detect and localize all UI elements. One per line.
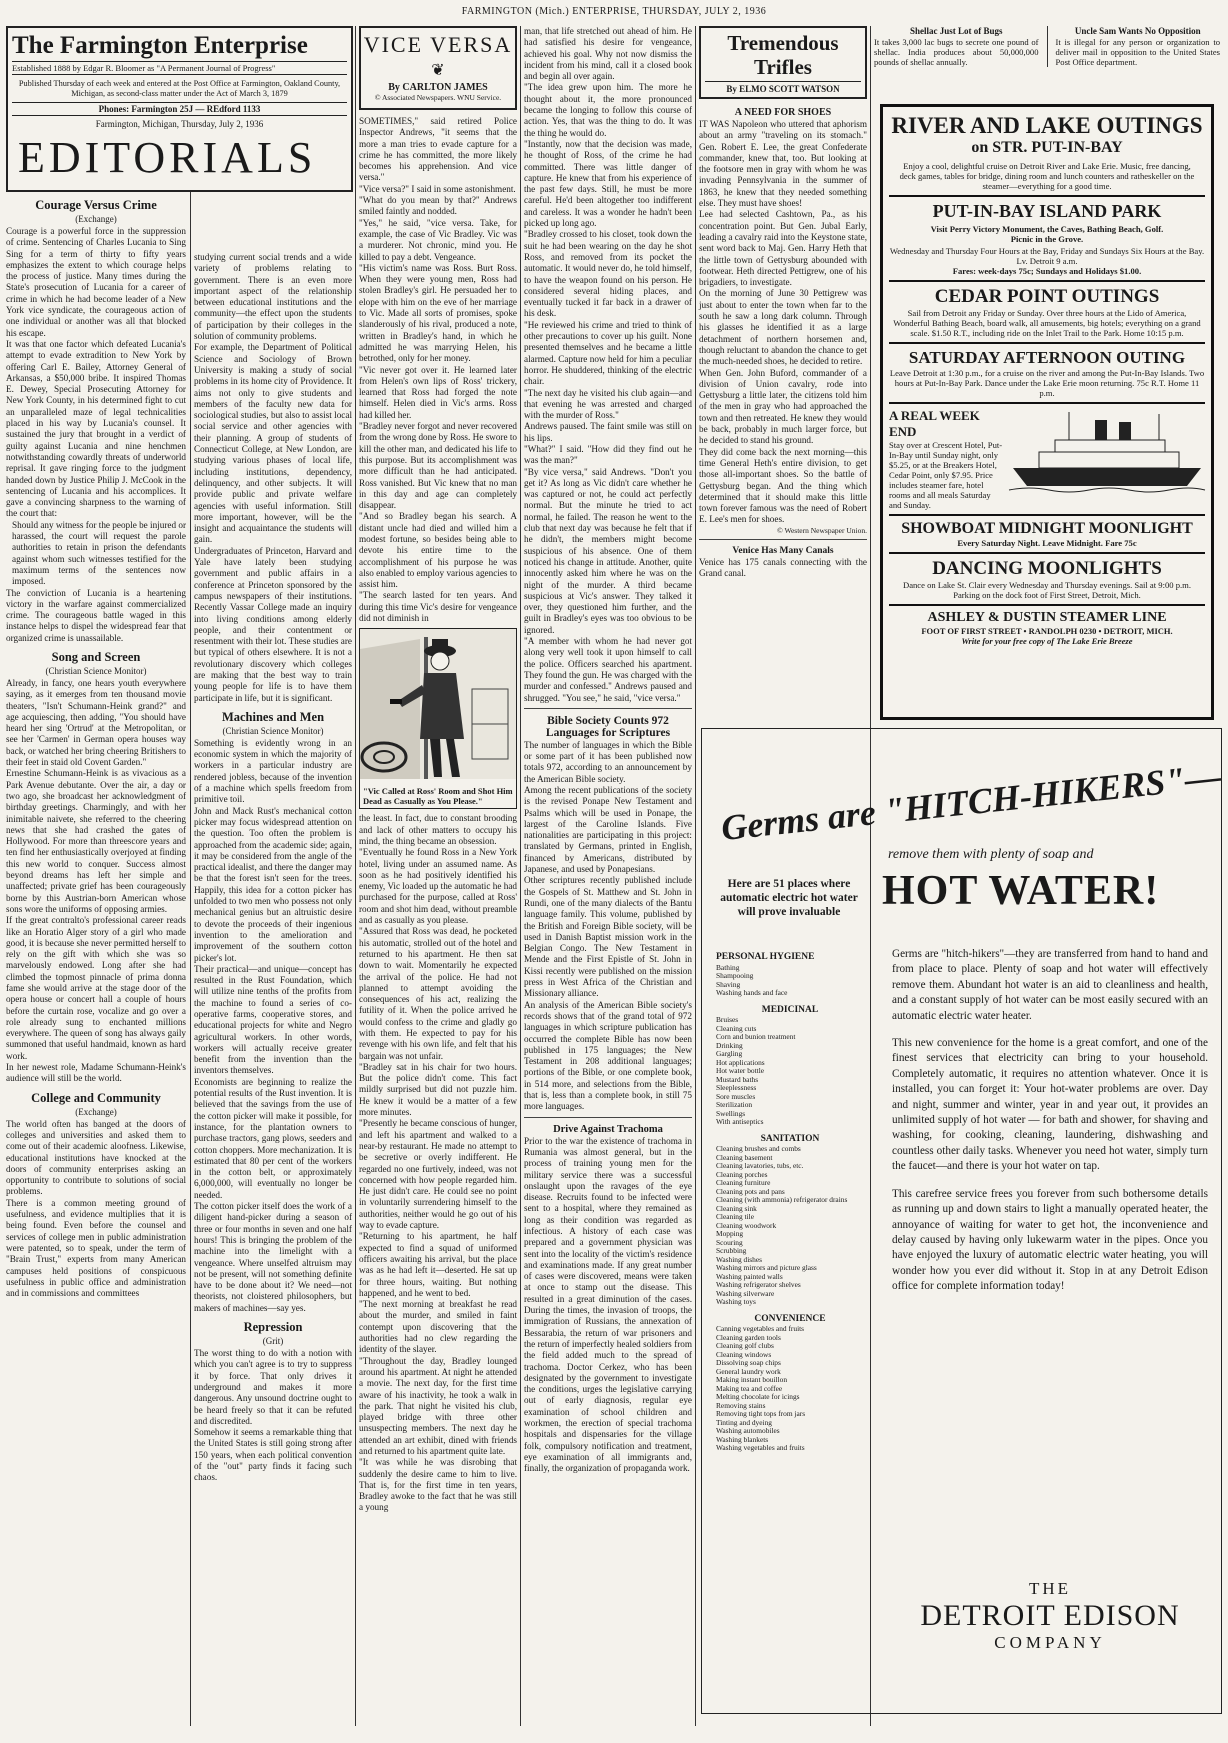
paragraph: IT WAS Napoleon who uttered that aphorism about an army "traveling on its stomach." Gen. Robert E. Lee, the great Confederate commander, knew that, too. But looking at the footsore men in gray with whom he was invading Pennsylvania in the summer of 1863, he knew that they needed something else. They must have shoes!	[699, 119, 867, 209]
paragraph: SOMETIMES," said retired Police Inspector Andrews, "it seems that the more a man tries to evade capture for a crime he has committed, the more likely becomes his apprehension. And vice versa."	[359, 116, 517, 183]
running-head: FARMINGTON (Mich.) ENTERPRISE, THURSDAY, JULY 2, 1936	[461, 6, 767, 17]
list-item: Cleaning windows	[716, 1349, 772, 1359]
headline: Venice Has Many Canals	[732, 545, 834, 556]
list-item: Washing blankets	[716, 1434, 769, 1444]
list-item: Cleaning brushes and combs	[716, 1144, 801, 1153]
headline: Song and Screen	[51, 649, 141, 664]
company-name: DETROIT EDISON	[920, 1599, 1180, 1632]
list-item: Mustard baths	[716, 1074, 759, 1084]
paragraph: "Bradley sat in his chair for two hours. But the police didn't come. This fact mildly surprised but did not puzzle him. He knew it would be a matter of a few more minutes.	[359, 1061, 517, 1118]
ad-hot-water: HOT WATER!	[882, 868, 1160, 914]
paragraph: "Yes," he said, "vice versa. Take, for example, the case of Vic Bradley. Vic was a murderer. Not chronic, mind you. He killed to pay a debt. Vengeance.	[359, 217, 517, 262]
list-item: Cleaning woodwork	[716, 1220, 777, 1230]
list-item: Making tea and coffee	[716, 1383, 783, 1393]
paragraph: "Throughout the day, Bradley lounged around his apartment. At night he attended a movie. The next day, for the first time aware of his inactivity, he took a walk in the park. That night he visited his club, played bridge with three other unsuspecting members. The next day he attended an art exhibit, dined with friends and returned to his apartment quite late.	[359, 1355, 517, 1456]
ad-text: Dance on Lake St. Clair every Wednesday and Thursday evenings. Sail at 9:00 p.m. Parking on the dock foot of First Street, Detroit, Mich.	[902, 580, 1191, 600]
list-item: Scouring	[716, 1237, 743, 1247]
paragraph: It is illegal for any person or organization to deliver mail in opposition to the United States Post Office department.	[1055, 37, 1221, 67]
headline: Drive Against Trachoma	[553, 1123, 663, 1135]
paragraph: "Bradley never forgot and never recovered from the wrong done by Ross. He swore to kill the other man, and dedicated his life to this purpose. But its accomplishment was more difficult than he had anticipated. Ross vanished. But Vic knew that no man in this day and age can completely disappear.	[359, 421, 517, 511]
list-item: Cleaning golf clubs	[716, 1341, 774, 1350]
paragraph: "A member with whom he had never got along very well took it upon himself to call the police. Officers searched his apartment. They found the gun. He was charged with the murder and confessed." Andrews paused and shrugged. "You see," he said, "vice versa."	[524, 636, 692, 703]
category-label: PERSONAL HYGIENE	[716, 952, 815, 962]
paragraph: Should any witness for the people be injured or harassed, the court will request the parole authorities to retain in prison the defendants against whom such witnesses testified for the maximum terms of the sentences now imposed.	[12, 519, 187, 587]
story-copyright: © Associated Newspapers. WNU Service.	[374, 93, 502, 102]
list-item: Washing hands and face	[716, 988, 788, 997]
ad-place-list	[716, 949, 864, 1453]
list-item: Swellings	[716, 1108, 746, 1118]
column-5	[699, 26, 867, 726]
ad-paragraph: This new convenience for the home is a great comfort, and one of the finest services that electricity can bring to your household. Completely automatic, it requires no attention whatever. Once it is installed, you can forget it: Your hot-water problems are over. Day and night, summer and winter, year in and year out, it provides an unlimited supply of hot water — for bath and shower, for shaving and washing, for cooking, cleaning, laundering, dishwashing and countless other daily tasks. Whenever you need hot water, simply turn the faucet—and there is your hot water on tap.	[892, 1037, 1208, 1173]
ad-intro: Enjoy a cool, delightful cruise on Detroit River and Lake Erie. Music, free dancing, deck games, tables for bridge, dining room and lunch counters and ratheskeller on the steamer—everything for a good time.	[899, 161, 1195, 191]
paragraph: Ernestine Schumann-Heink is as vivacious as a Park Avenue debutante. Over the air, a day or two ago, she broadcast her acknowledgment of birthday greetings. Charmingly, and with her inimitable naivete, she referred to the cheering news that she had crashed the gates of Hollywood. For more than threescore years and ten find her enthusiastically overjoyed at finding this new world to conquer. Success almost beyond dreams has left her simple and unaffected; private grief has been courageously borne by this Austrian-born American whose sons wore the uniforms of opposing armies.	[6, 768, 186, 914]
source: (Grit)	[262, 1336, 284, 1347]
ad-tagline: remove them with plenty of soap and	[888, 847, 1094, 862]
category-label: CONVENIENCE	[754, 1313, 826, 1324]
ad-heading: PUT-IN-BAY ISLAND PARK	[932, 201, 1162, 221]
column-2	[194, 26, 352, 1741]
column-rule	[520, 26, 521, 1726]
list-item: Drinking	[716, 1040, 743, 1050]
ad-text: Every Saturday Night. Leave Midnight. Fare 75c	[957, 538, 1137, 548]
outings-ad	[880, 104, 1214, 720]
list-item: Cleaning lavatories, tubs, etc.	[716, 1161, 804, 1170]
ad-signature	[892, 1579, 1208, 1653]
list-item: Cleaning tile	[716, 1212, 754, 1221]
category-label: MEDICINAL	[761, 1004, 819, 1015]
ad-text: Leave Detroit at 1:30 p.m., for a cruise on the river and among the Put-In-Bay Islands. Two hours at Put-In-Bay Park. Dance under the Lake Erie moon returning. 75c R.T. Home 11 p.m.	[889, 368, 1205, 398]
list-item: Cleaning (with ammonia) refrigerator drains	[716, 1195, 848, 1204]
paragraph: Andrews paused. The faint smile was still on his lips.	[524, 421, 692, 443]
headline: Machines and Men	[221, 709, 325, 724]
paragraph: "It was while he was disrobing that suddenly the desire came to him to live. That is, for the first time in ten years, Bradley awoke to the fact that he was still a young	[359, 1457, 517, 1513]
paragraph: "And so Bradley began his search. A distant uncle had died and willed him a modest fortune, so besides being able to devote his entire time to the accomplishment of his purpose he was also enabled to employ various agencies to assist him.	[359, 511, 517, 590]
story-illustration	[359, 628, 517, 809]
ad-subtitle: on STR. PUT-IN-BAY	[971, 139, 1123, 156]
paragraph: "Eventually he found Ross in a New York hotel, living under an assumed name. As soon as he had positively identified his enemy, Vic loaded up the automatic he had purchased for the purpose, called at Ross' room and shot him dead, without preamble and as casually as you please.	[359, 847, 517, 926]
ad-heading: DANCING MOONLIGHTS	[932, 558, 1162, 579]
paragraph: "Bradley crossed to his closet, took down the suit he had been wearing on the day he shot Ross, and removed from its pocket the automatic. It would never do, he told himself, to have the weapon found on his person. He considered several hiding places, and eventually tucked it far back in a drawer of his desk.	[524, 229, 692, 319]
column-rule	[355, 26, 356, 1726]
list-item: Washing refrigerator shelves	[716, 1280, 801, 1289]
story-byline: By CARLTON JAMES	[388, 82, 488, 93]
paragraph: Prior to the war the existence of trachoma in Rumania was almost general, but in the process of training young men for the military service there was a successful onslaught upon the ravages of the eye disease. Recruits found to be infected were sent to a hospital, where they remained as long as their condition was regarded as infectious. A history of each case was prepared and a government physician was sent into the locality of the victim's residence and examinations made. If any great number of cases were discovered, means were taken at once to stamp out the disease. This resulted in a great diminution of the cases. During the times, the invasion of troops, the immigration of Russians, the annexation of Bessarabia, the return of war prisoners and the return of imperfectly healed soldiers from the field added much to the spread of trachoma. Doctor Cerkez, who has been designated by the government to investigate the conditions, urges the legislative carrying out of early diagnosis, regular eye examination of school children and workmen, the erection of special trachoma hospitals and dispensaries for the village folk, compulsory notification and treatment, eye examination of all immigrants and, finally, the organization of propaganda work.	[524, 1135, 692, 1474]
paragraph: "Vic never got over it. He learned later from Helen's own lips of Ross' trickery, learned that Ross had forged the note himself. Helen died in Vic's arms. Ross had killed her.	[359, 364, 517, 420]
masthead-phones: Phones: Farmington 25J — REdford 1133	[12, 102, 347, 116]
list-item: Cleaning cuts	[716, 1023, 757, 1033]
ornament-icon: ❦	[431, 62, 445, 79]
paragraph: For example, the Department of Political Science and Sociology of Brown University is making a study of social problems in its home city of Providence. It aims not only to give students and members of the faculty new data for sociological studies, but also to assist local social service and other agencies with their planning. A group of students of Connecticut College, at New London, are studying various phases of local life, including institutions, dependency, delinquency, and other subjects. It will provide public and private welfare agencies with useful information. Still more important, however, will be the insight and acquaintance the students will gain.	[194, 342, 352, 545]
ad-title: RIVER AND LAKE OUTINGS	[891, 113, 1203, 138]
ad-company: ASHLEY & DUSTIN STEAMER LINE	[927, 610, 1167, 625]
masthead-dateline: Farmington, Michigan, Thursday, July 2, 1936	[95, 119, 264, 129]
ad-heading: SATURDAY AFTERNOON OUTING	[908, 348, 1186, 367]
paragraph: "The search lasted for ten years. And during this time Vic's desire for vengeance did not diminish in	[359, 590, 517, 624]
detroit-edison-ad	[701, 728, 1222, 1714]
category-label: SANITATION	[760, 1133, 820, 1144]
paragraph: "The next morning at breakfast he read about the murder, and smiled in faint contempt upon discovering that the authorities had no clew regarding the identity of the slayer.	[359, 1299, 517, 1355]
column-rule	[190, 26, 191, 1726]
headline: Courage Versus Crime	[35, 198, 157, 212]
paragraph: Other scriptures recently published include the Gospels of St. Matthew and St. John in Rundi, one of the many dialects of the Bantu language family. This volume, published by the British and Foreign Bible society, will be used in Danish Baptist mission work in the Belgian Congo. The New Testament in Mende and the First Epistle of St. John in Kissi recently were published on the mission press in West Africa of the Christian and Missionary alliance.	[524, 875, 692, 999]
feature-title-line-2: Trifles	[754, 55, 812, 79]
list-item: Sterilization	[716, 1100, 753, 1109]
headline: Repression	[243, 1320, 303, 1335]
paragraph: "Assured that Ross was dead, he pocketed his automatic, strolled out of the hotel and returned to his apartment. He then sat down to wait. Momentarily he expected the arrival of the police. He had not planned to attempt avoiding the consequences of his act, realizing the futility of it. When the police arrived he would confess to the crime and gladly go with them. He expected to pay for his revenge with his own life, and felt that his bargain was not unfair.	[359, 926, 517, 1061]
list-item: Cleaning sink	[716, 1203, 757, 1213]
list-item: Canning vegetables and fruits	[716, 1324, 805, 1333]
source: (Christian Science Monitor)	[222, 725, 324, 736]
story-header	[359, 26, 517, 110]
paragraph: It was that one factor which defeated Lucania's attempt to evade extradition to New York by offering Carl E. Bailey, Attorney General of Arkansas, a $50,000 bribe. It inspired Thomas E. Dewey, Special Prosecuting Attorney for New York County, in his determined fight to cut an unparalleled maze of legal technicalities placed in his way by Lucania's counsel. It sustained the jury that brought in a verdict of guilty against Lucania and nine henchmen notwithstanding cowardly threats of underworld reprisal. It gave ringing force to the judgment handed down by Justice Philip J. McCook in the sentencing of Lucania and his accomplices. It gave a convincing sharpness to the warning of the court that:	[6, 338, 186, 519]
list-item: Tinting and dyeing	[716, 1417, 772, 1427]
list-item: Making instant bouillon	[716, 1375, 788, 1384]
headline: Shellac Just Lot of Bugs	[910, 26, 1003, 36]
headline: Bible Society Counts 972 Languages for Scriptures	[545, 714, 671, 739]
ad-heading: CEDAR POINT OUTINGS	[934, 286, 1160, 307]
masthead	[6, 26, 353, 192]
ad-heading: SHOWBOAT MIDNIGHT MOONLIGHT	[901, 520, 1193, 537]
paragraph: Their practical—and unique—concept has resulted in the Rust Foundation, which will utilize nine tenths of the profits from the machine to found a series of co-operative farms, cooperative stores, and educational projects for white and Negro agricultural workers. In other words, workers will actually receive greater benefit from the invention than the inventors themselves.	[194, 963, 352, 1076]
paragraph: Something is evidently wrong in an economic system in which the majority of workers in a particular industry are rendered jobless, because of the invention of a machine which spells freedom from primitive toil.	[194, 737, 352, 805]
paragraph: The number of languages in which the Bible or some part of it has been published now totals 972, according to an announcement by the American Bible society.	[524, 739, 692, 784]
paragraph: the least. In fact, due to constant brooding and lack of other matters to occupy his mind, the thing became an obsession.	[359, 813, 517, 846]
list-item: Corn and bunion treatment	[716, 1032, 796, 1041]
list-item: Shaving	[716, 979, 741, 989]
list-item: Scrubbing	[716, 1246, 747, 1255]
feature-header	[699, 26, 867, 99]
list-item: Cleaning garden tools	[716, 1332, 781, 1342]
paragraph: The worst thing to do with a notion with which you can't agree is to try to suppress it by force. That only drives it underground and makes it more dangerous. Any unsound doctrine ought to be heard freely so that it can be refuted and discredited.	[194, 1348, 352, 1426]
paragraph: In her newest role, Madame Schumann-Heink's audience will still be the world.	[6, 1062, 186, 1084]
list-item: Cleaning porches	[716, 1169, 768, 1179]
paragraph: The cotton picker itself does the work of a diligent hand-picker during a season of three or four months in seven and one half hours! This is bringing the problem of the machine into the limelight with a vengeance. Where unselfed altruism may not be present, will not something definite have to be done about it? We need—not theorists, not cloistered philosophers, but makers of machines—say yes.	[194, 1201, 352, 1313]
paragraph: "Instantly, now that the decision was made, he thought of Ross, of the crime he had committed. There was little danger of capture. He knew that from his experience of the past few days. Still, he must be more careful. He'd been altogether too indifferent and careless. It was a wonder he hadn't been picked up long ago.	[524, 138, 692, 229]
paragraph: The conviction of Lucania is a heartening victory in the warfare against commercialized crime. The courageous battle waged in this instance helps to dispel the widespread fear that organized crime is unassailable.	[6, 587, 186, 643]
company-word: COMPANY	[994, 1633, 1106, 1652]
paragraph: On the morning of June 30 Pettigrew was just about to enter the town when far to the south he saw a long dark column. Through his glasses he identified it as a large detachment of northern horsemen and, though reluctant to abandon the chance to get the much-needed shoes, he decided to retire.	[699, 288, 867, 367]
ad-headline: Germs are "HITCH-HIKERS"—	[719, 755, 1223, 849]
paragraph: "By vice versa," said Andrews. "Don't you get it? As long as Vic didn't care whether he was captured or not, he could act perfectly normal. But the minute he tried to act normal, he failed. The reason he went to the club that next day was because he felt that if he didn't, the members might become suspicious of his absence. One of them noticed his change in attitude. Another, quite innocently asked him where he was on the night of the murder. A third became suspicious at Vic's answer. They talked it over, they questioned him further, and the guilt in Bradley's eyes was too obvious to be ignored.	[524, 466, 692, 635]
paragraph: Undergraduates of Princeton, Harvard and Yale have lately been studying government and public affairs in a conference at Princeton sponsored by the campus newspapers of their institutions. Recently Vassar College made an inquiry into living conditions among elderly people, and their contentment or resentment with their lot. These studies are but typical of others elsewhere. It is not a revolutionary discovery which colleges are making that the best way to train young people for life is to have them participate in life, but it is significant.	[194, 545, 352, 703]
ad-heading: A REAL WEEK END	[889, 408, 980, 439]
paragraph: "What do you mean by that?" Andrews smiled faintly and nodded.	[359, 195, 517, 217]
list-item: Mopping	[716, 1229, 744, 1238]
list-item: Sore muscles	[716, 1091, 756, 1101]
column-4	[524, 26, 692, 1741]
paragraph: John and Mack Rust's mechanical cotton picker may focus widespread attention on the question. Too often the problem is approached from the academic side; again, it may be considered from the angle of the practical idealist, and there the danger may be that the forest isn't seen for the trees. Happily, this idea for a cotton picker has unfolded to two men who possess not only mechanical genius but an altruistic desire to devote the proceeds of their ingenious invention to the amelioration and improvement of the southern cotton picker's lot.	[194, 805, 352, 963]
section-title: EDITORIALS	[18, 133, 317, 182]
list-item: Melting chocolate for icings	[716, 1392, 800, 1401]
masthead-published: Published Thursday of each week and entered at the Post Office at Farmington, Oakland County, Michigan, as second-class matter under the Act of March 3, 1879	[18, 79, 341, 98]
list-item: Washing silverware	[716, 1288, 775, 1298]
list-item: Gargling	[716, 1049, 743, 1058]
feature-credit: © Western Newspaper Union.	[777, 525, 867, 535]
paragraph: studying current social trends and a wide variety of problems relating to government. There is an even more important aspect of the relationship between educational institutions and the community—the effect upon the students of participation by their colleges in the solution of community problems.	[194, 252, 352, 342]
list-item: Removing tight tops from jars	[716, 1409, 806, 1418]
ad-text: Wednesday and Thursday Four Hours at the Bay, Friday and Sundays Six Hours at the Bay. Lv. Detroit 9 a.m.	[889, 246, 1205, 266]
list-item: Cleaning pots and pans	[716, 1186, 785, 1196]
paragraph: "Returning to his apartment, he half expected to find a squad of uniformed officers awaiting his arrival, but the place was as he had left it—deserted. He sat up for three hours, waiting. But nothing happened, and he went to bed.	[359, 1231, 517, 1298]
feature-subhead: A NEED FOR SHOES	[734, 107, 832, 118]
list-item: Bruises	[716, 1015, 739, 1024]
paragraph: Economists are beginning to realize the potential results of the Rust invention. It is believed that the savings from the use of the cotton picker will make it possible, for instance, for the plantation owners to purchase tractors, gang plows, seeders and cotton choppers. More mechanization. It is estimated that 80 per cent of the workers in the cotton belt, or approximately 6,000,000, will eventually no longer be needed.	[194, 1076, 352, 1200]
list-item: General laundry work	[716, 1366, 781, 1376]
paragraph: "His victim's name was Ross. Burt Ross. When they were young men, Ross had stolen Bradley's girl. He persuaded her to elope with him on the eve of her marriage to Vic. Made all sorts of promises, spoke slanderously of his rival, produced a note, written in Bradley's hand, in which he admitted he was marrying Helen, his betrothed, only for her money.	[359, 262, 517, 364]
feature-byline: By ELMO SCOTT WATSON	[705, 81, 861, 94]
list-item: Washing mirrors and picture glass	[716, 1263, 817, 1272]
list-item: Bathing	[716, 962, 740, 972]
paragraph: The world often has banged at the doors of colleges and universities and asked them to come out of their academic aloofness. Likewise, educational institutions have knocked at the doors of community enterprises asking an opportunity to contribute to solutions of social problems.	[6, 1118, 186, 1197]
paragraph: Venice has 175 canals connecting with the Grand canal.	[699, 556, 867, 578]
list-item: Hot water bottle	[716, 1066, 765, 1075]
story-title: VICE VERSA	[363, 32, 513, 57]
gunman-illustration	[360, 629, 516, 779]
ad-body	[892, 947, 1208, 1295]
ad-text: Sail from Detroit any Friday or Sunday. Over three hours at the Lido of America, Wonderful Bathing Beach, board walk, all amusements, big hotels; everything on a grand scale. $1.50 R.T., including ride on the Inlet Trail to the Park. Home 10:15 p.m.	[893, 308, 1201, 338]
list-item: Washing dishes	[716, 1254, 763, 1264]
paragraph: They did come back the next morning—this time General Heth's entire division, to get those all-important shoes. So the battle of Gettysburg began. And the thing which determined that it should make this little town forever famous was the need of Robert E. Lee's men for shoes.	[699, 446, 867, 525]
headline: College and Community	[31, 1090, 161, 1105]
illustration-caption: "Vic Called at Ross' Room and Shot Him Dead as Casually as You Please."	[363, 786, 513, 807]
list-item: Shampooing	[716, 971, 754, 980]
list-item: Washing toys	[716, 1297, 756, 1306]
paragraph: Among the recent publications of the society is the revised Ponape New Testament and Psalms which will be used in Ponape, the largest of the Caroline Islands. Five nationalities are participating in this project: translated by Germans, printed in English, financed by Americans, distributed by Japanese, and used by Ponapesians.	[524, 785, 692, 875]
ad-text: Fares: week-days 75c; Sundays and Holidays $1.00.	[952, 266, 1142, 276]
source: (Exchange)	[75, 214, 117, 224]
paragraph: There is a common meeting ground of usefulness, and evidence multiplies that it is being found. Even before the counsel and services of college men in public administration were patented, so to speak, under the term of "Brain Trust," experts from many American campuses held positions of conspicuous usefulness in public office and administration and in commissions and committees	[6, 1197, 186, 1299]
source: (Exchange)	[75, 1106, 117, 1117]
masthead-established: Established 1888 by Edgar R. Bloomer as "A Permanent Journal of Progress"	[12, 61, 347, 75]
list-item: Washing vegetables and fruits	[716, 1443, 805, 1452]
ad-text: Visit Perry Victory Monument, the Caves, Bathing Beach, Golf. Picnic in the Grove.	[930, 224, 1164, 244]
column-rule	[695, 26, 696, 1726]
list-item: Sleeplessness	[716, 1083, 757, 1092]
ad-places: Here are 51 places where automatic electric hot water will prove invaluable	[720, 878, 858, 918]
filler-shellac	[874, 26, 1039, 67]
column-3	[359, 26, 517, 1741]
ad-text: Stay over at Crescent Hotel, Put-In-Bay until Sunday night, only $5.25, or at the Breakers Hotel, Cedar Point, only $7.95. Price includes steamer fare, hotel rooms and all meals Saturday and Sunday.	[889, 440, 1003, 510]
paragraph: "Vice versa?" I said in some astonishment.	[359, 183, 516, 194]
ad-paragraph: Germs are "hitch-hikers"—they are transferred from hand to hand and from place to place. Plenty of soap and hot water will effectively remove them. Abundant hot water is an aid to cleanliness and health, and a constant supply of hot water can be most easily secured with an automatic electric water heater.	[892, 948, 1208, 1022]
paragraph: "He reviewed his crime and tried to think of other precautions to cover up his guilt. None presented themselves and he became a little alarmed. Capture now held for him a peculiar horror. He shuddered, thinking of the electric chair.	[524, 319, 692, 387]
list-item: Removing stains	[716, 1400, 766, 1410]
list-item: Cleaning basement	[716, 1152, 773, 1162]
steamer-ship-illustration	[1009, 408, 1205, 498]
headline: Uncle Sam Wants No Opposition	[1074, 26, 1201, 36]
ad-address: FOOT OF FIRST STREET • RANDOLPH 0230 • DETROIT, MICH.	[921, 626, 1173, 636]
paragraph: When Gen. John Buford, commander of a division of Union cavalry, rode into Gettysburg a little later, the citizens told him of the men in gray who had approached the town and then retreated. He knew they would be back, probably in much larger force, but he decided to stand his ground.	[699, 367, 867, 446]
source: (Christian Science Monitor)	[45, 665, 147, 676]
company-the: THE	[1028, 1579, 1072, 1598]
list-item: Hot applications	[716, 1057, 765, 1067]
paragraph: "The idea grew upon him. The more he thought about it, the more pronounced became the longing to follow this course of action. Yes, that was the thing to do. It was the thing he would do.	[524, 82, 692, 138]
list-item: Cleaning furniture	[716, 1178, 771, 1187]
paragraph: man, that life stretched out ahead of him. He had satisfied his desire for vengeance, achieved his goal. Why not now dismiss the incident from his mind, call it a closed book and begin all over again.	[524, 26, 692, 82]
masthead-title: The Farmington Enterprise	[12, 32, 308, 59]
list-item: Washing automobiles	[716, 1426, 780, 1435]
paragraph: An analysis of the American Bible society's records shows that of the grand total of 972 languages in which scripture publication has occurred the complete Bible has now been published in 175 languages; the New Testament in 208 additional languages; portions of the Bible, or one complete book, in 514 more, and selections from the Bible, that is, less than a complete book, in still 75 more languages.	[524, 999, 692, 1112]
paragraph: Courage is a powerful force in the suppression of crime. Sentencing of Charles Lucania to Sing Sing for a term of thirty to fifty years emphasizes the extent to which courage helps the process of justice. Many times during the State's prosecution of Lucania for a career of crime in which he had become leader of a New York vice syndicate, the courageous action of one individual or another was all that blocked his escape.	[6, 226, 186, 338]
ad-note: Write for your free copy of The Lake Erie Breeze	[961, 636, 1133, 646]
list-item: With antiseptics	[716, 1117, 764, 1126]
paragraph: Lee had selected Cashtown, Pa., as his concentration point. But Gen. Jubal Early, leading a cavalry raid into the Keystone state, sent word back to Maj. Gen. Harry Heth that the little town of Gettysburg abounded with footwear. Heth directed Pettigrew, one of his brigadiers, to investigate.	[699, 209, 867, 288]
list-item: Washing painted walls	[716, 1271, 783, 1281]
paragraph: If the great contralto's professional career reads like an Horatio Alger story of a girl who made good, it is because she never permitted herself to rely on the gift with which she was so marvelously endowed. Long after she had climbed the topmost pinnacle of prima donna fame she would arrive at the stage door of the opera house or concert hall a couple of hours before the curtain rose, vocalize and go over a role already sung to enchanted millions everywhere. The queen of song has always gaily summoned that useful handmaid, known as hard work.	[6, 915, 186, 1061]
paragraph: "The next day he visited his club again—and that evening he was arrested and charged with the murder of Ross."	[524, 387, 692, 421]
paragraph: "Presently he became conscious of hunger, and left his apartment and walked to a near-by restaurant. He made no attempt to be secretive or overly indifferent. He regarded no one furtively, indeed, was not concerned with how people regarded him. He just didn't care. He could see no point in voluntarily surrendering himself to the authorities, neither would he go out of his way to evade capture.	[359, 1118, 517, 1231]
paragraph: Somehow it seems a remarkable thing that the United States is still going strong after 150 years, when each political convention of the "out" party finds it facing such chaos.	[194, 1427, 352, 1483]
paragraph: "What?" I said. "How did they find out he was the man?"	[524, 443, 692, 466]
list-item: Dissolving soap chips	[716, 1358, 781, 1367]
feature-title-line-1: Tremendous	[727, 31, 839, 55]
ad-paragraph: This carefree service frees you forever from such bothersome details as running up and down stairs to light a manually operated heater, the annoyance of waiting for water to get hot, the inconvenience and delay caused by having only lukewarm water in the pipes. Once you have enjoyed the luxury of automatic electric water heating, you will wonder how you ever did without it. Stop in at any Detroit Edison office for complete information today!	[892, 1187, 1208, 1293]
filler-uncle-sam	[1056, 26, 1221, 67]
paragraph: It takes 3,000 lac bugs to secrete one pound of shellac. India produces about 50,000,000 pounds of shellac annually.	[874, 37, 1039, 67]
paragraph: Already, in fancy, one hears youth everywhere saying, as it emerges from ten thousand movie theaters, "Isn't Schumann-Heink grand?" and age acquiescing, then adding, "You should have heard her sing 'Ortrud' at the Metropolitan, or see her 'Carmen' in German opera houses way back, or watched her bring cheering Britishers to their feet in staid old Covent Garden."	[6, 677, 186, 768]
